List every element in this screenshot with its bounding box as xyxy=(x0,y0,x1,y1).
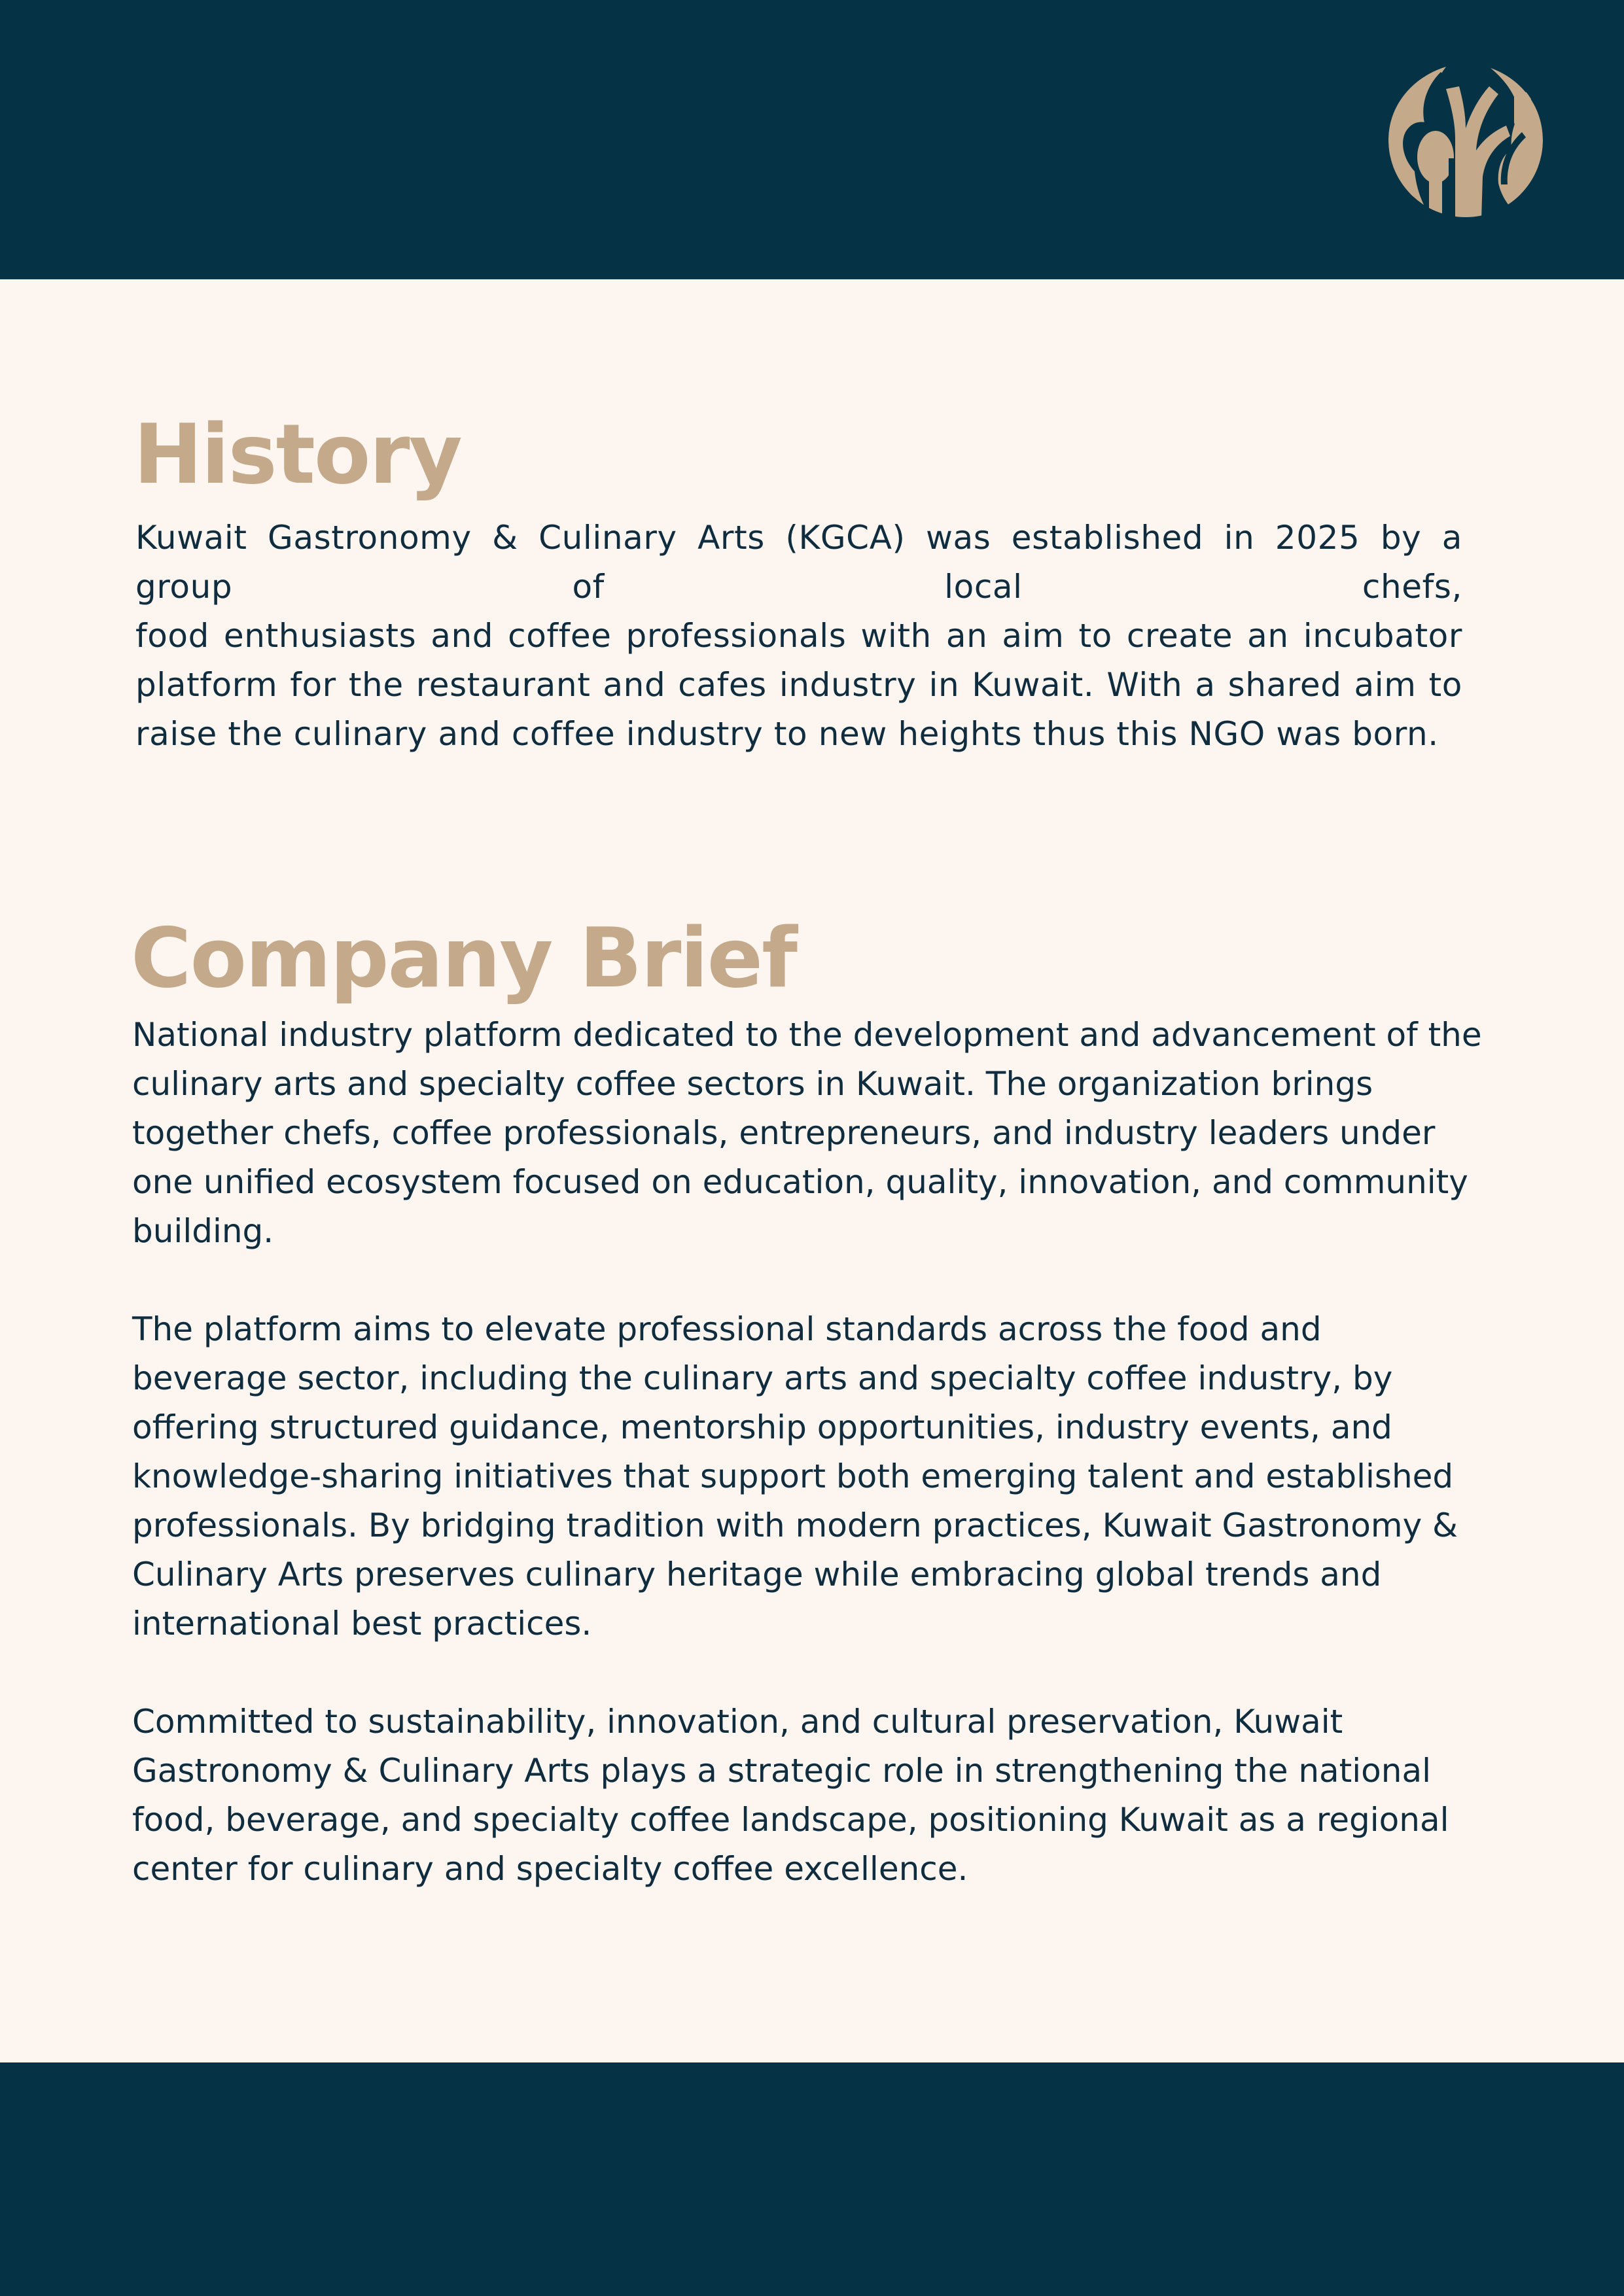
company-brief-title: Company Brief xyxy=(131,910,796,1006)
company-brief-paragraph-3: Committed to sustainability, innovation, and cultural preservation, Kuwait Gastronomy & Culinary Arts plays a strategic role in strengthening the national food, beverage, and specialty coffee landscape, positioning Kuwait as a regional center for culinary and specialty coffee excellence. xyxy=(132,1703,1449,1888)
history-line-2: food enthusiasts and coffee professionals with an aim to create an incubator platform for the restaurant and cafes industry in Kuwait. With a shared aim to raise the culinary and coffee industry to new heights thus this NGO was born. xyxy=(135,617,1462,753)
tree-utensils-logo-icon xyxy=(1386,60,1545,220)
history-title: History xyxy=(133,406,461,502)
company-brief-paragraph-2: The platform aims to elevate professional standards across the food and beverage sector, including the culinary arts and specialty coffee industry, by offering structured guidance, mentorship opportunities, industry events, and knowledge-sharing initiatives that support both emerging talent and established professionals. By bridging tradition with modern practices, Kuwait Gastronomy & Culinary Arts preserves culinary heritage while embracing global trends and international best practices. xyxy=(132,1310,1458,1643)
company-brief-paragraph-1: National industry platform dedicated to the development and advancement of the culinary arts and specialty coffee sectors in Kuwait. The organization brings together chefs, coffee professionals, entrepreneurs, and industry leaders under one unified ecosystem focused on education, quality, innovation, and community building. xyxy=(132,1016,1482,1250)
history-line-1: Kuwait Gastronomy & Culinary Arts (KGCA) was established in 2025 by a group of local chefs, xyxy=(135,519,1462,606)
history-text xyxy=(135,513,1462,759)
header-band xyxy=(0,0,1624,279)
footer-band xyxy=(0,2062,1624,2296)
company-brief-text xyxy=(132,1011,1487,1943)
